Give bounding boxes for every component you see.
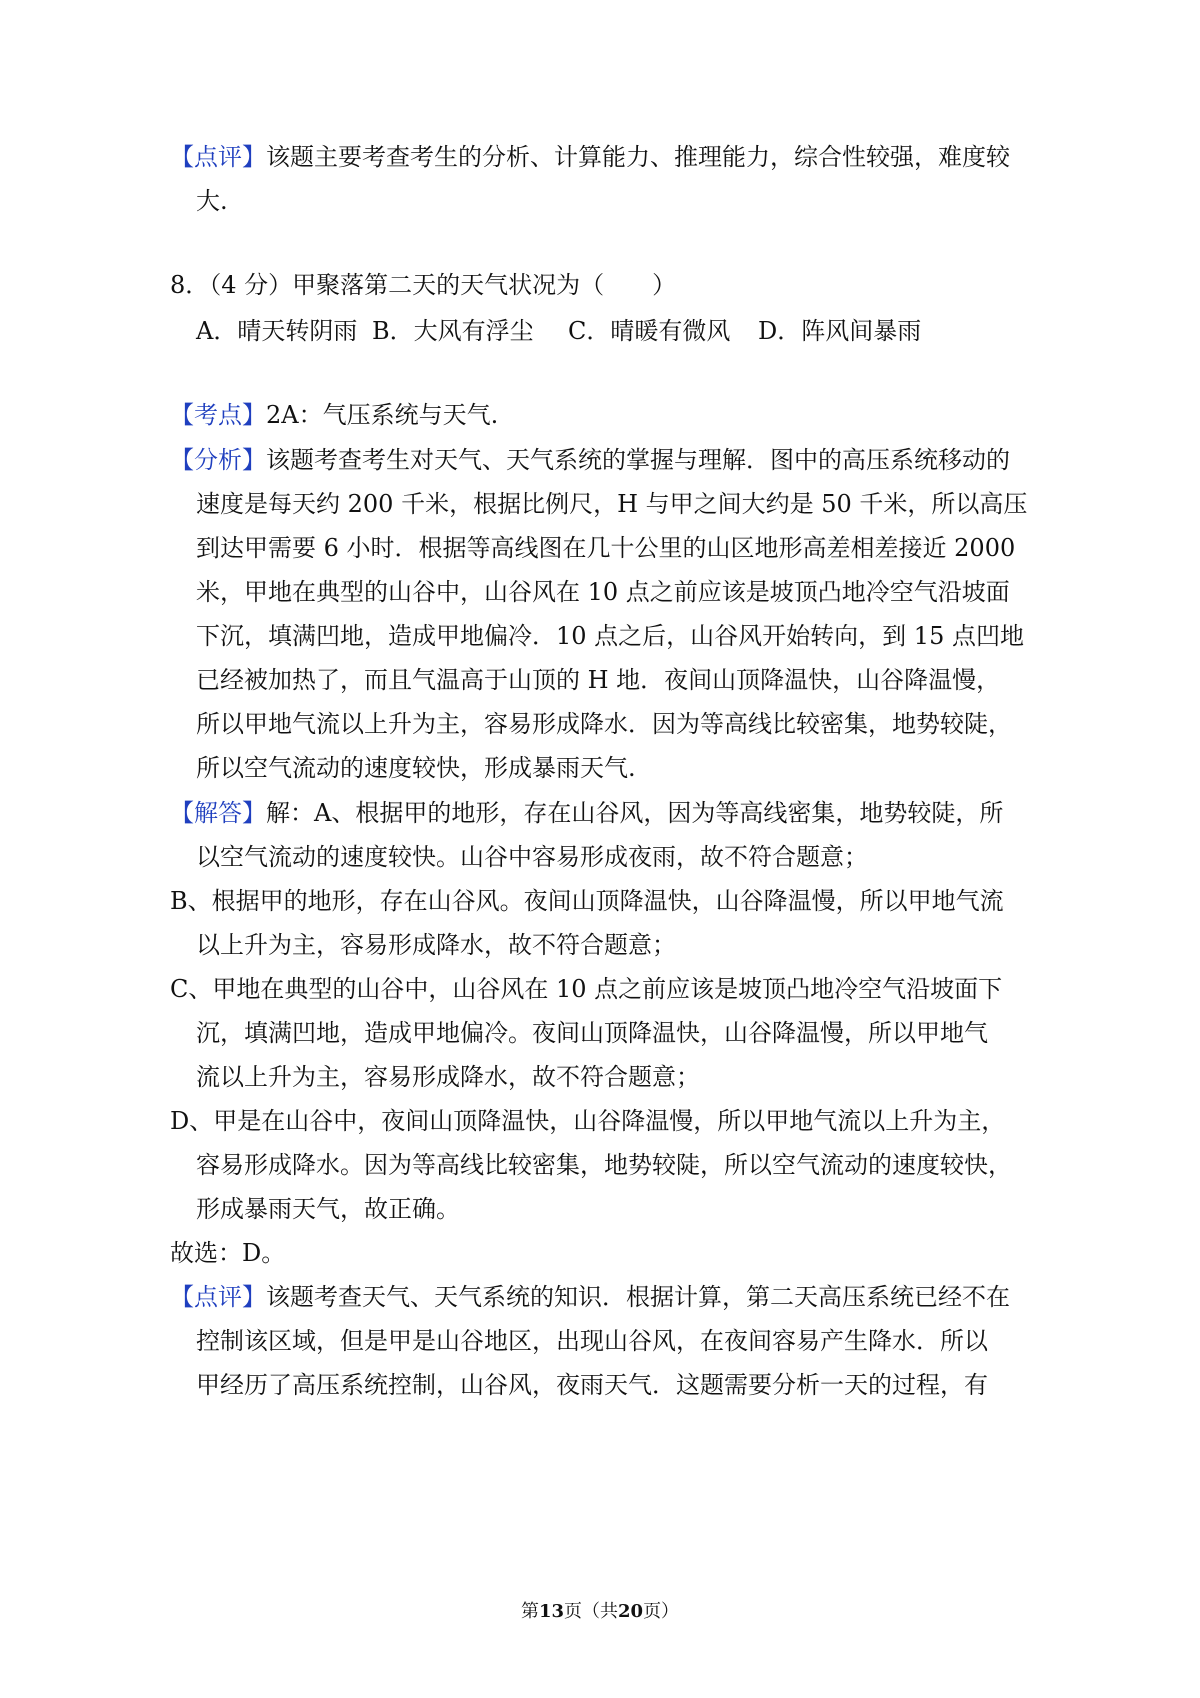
- jieda-line-2: 以空气流动的速度较快。山谷中容易形成夜雨，故不符合题意；: [196, 843, 868, 871]
- jieda-b-line-2: 以上升为主，容易形成降水，故不符合题意；: [196, 931, 676, 959]
- dianping2-line-3: 甲经历了高压系统控制，山谷风，夜雨天气．这题需要分析一天的过程，有: [196, 1371, 988, 1399]
- question-8-stem: 8．（4 分）甲聚落第二天的天气状况为（ ）: [170, 271, 677, 299]
- footer-middle: 页（共: [564, 1601, 618, 1622]
- jieda-d-line-1: D、甲是在山谷中，夜间山顶降温快，山谷降温慢，所以甲地气流以上升为主，: [170, 1107, 1006, 1135]
- dianping2-line-2: 控制该区域，但是甲是山谷地区，出现山谷风，在夜间容易产生降水．所以: [196, 1327, 988, 1355]
- fenxi-line-1: [170, 443, 1010, 477]
- dianping-tag: 【点评】: [170, 143, 266, 171]
- dianping2-text-1: 该题考查天气、天气系统的知识．根据计算，第二天高压系统已经不在: [266, 1283, 1010, 1311]
- fenxi-line-8: 所以空气流动的速度较快，形成暴雨天气.: [196, 754, 636, 782]
- option-a: A．晴天转阴雨: [196, 317, 358, 345]
- fenxi-line-6: 已经被加热了，而且气温高于山顶的 H 地．夜间山顶降温快，山谷降温慢，: [196, 666, 1001, 694]
- footer-suffix: 页）: [643, 1601, 680, 1622]
- fenxi-line-7: 所以甲地气流以上升为主，容易形成降水．因为等高线比较密集，地势较陡，: [196, 710, 1012, 738]
- dianping2-line-1: [170, 1280, 1010, 1314]
- footer-prefix: 第: [520, 1601, 539, 1622]
- jieda-c-line-3: 流以上升为主，容易形成降水，故不符合题意；: [196, 1063, 700, 1091]
- kaodian-tag: 【考点】: [170, 401, 266, 429]
- fenxi-line-4: 米，甲地在典型的山谷中，山谷风在 10 点之前应该是坡顶凸地冷空气沿坡面: [196, 578, 1010, 606]
- jieda-b-line-1: B、根据甲的地形，存在山谷风。夜间山顶降温快，山谷降温慢，所以甲地气流: [170, 887, 1004, 915]
- footer-page-number: 13: [538, 1601, 564, 1622]
- dianping2-tag: 【点评】: [170, 1283, 266, 1311]
- jieda-line-1: [170, 796, 1003, 830]
- fenxi-line-2: 速度是每天约 200 千米，根据比例尺，H 与甲之间大约是 50 千米，所以高压: [196, 490, 1028, 518]
- jieda-c-line-1: C、甲地在典型的山谷中，山谷风在 10 点之前应该是坡顶凸地冷空气沿坡面下: [170, 975, 1003, 1003]
- page-footer: [0, 1600, 1200, 1624]
- option-d: D．阵风间暴雨: [758, 317, 922, 345]
- jieda-text-1: 解：A、根据甲的地形，存在山谷风，因为等高线密集，地势较陡，所: [266, 799, 1004, 827]
- kaodian-line: [170, 398, 498, 432]
- jieda-d-line-3: 形成暴雨天气，故正确。: [196, 1195, 460, 1223]
- jieda-d-line-2: 容易形成降水。因为等高线比较密集，地势较陡，所以空气流动的速度较快，: [196, 1151, 1012, 1179]
- dianping-line-2: 大.: [196, 187, 228, 215]
- fenxi-text-1: 该题考查考生对天气、天气系统的掌握与理解．图中的高压系统移动的: [266, 446, 1010, 474]
- dianping-line-1: [170, 140, 1010, 174]
- jieda-tag: 【解答】: [170, 799, 266, 827]
- option-c: C．晴暖有微风: [568, 317, 731, 345]
- footer-total-pages: 20: [618, 1601, 644, 1622]
- jieda-c-line-2: 沉，填满凹地，造成甲地偏冷。夜间山顶降温快，山谷降温慢，所以甲地气: [196, 1019, 988, 1047]
- fenxi-line-5: 下沉，填满凹地，造成甲地偏冷．10 点之后，山谷风开始转向，到 15 点凹地: [196, 622, 1024, 650]
- question-8-options: [196, 314, 921, 348]
- kaodian-text: 2A：气压系统与天气.: [266, 401, 499, 429]
- dianping-text: 该题主要考查考生的分析、计算能力、推理能力，综合性较强，难度较: [266, 143, 1010, 171]
- fenxi-tag: 【分析】: [170, 446, 266, 474]
- fenxi-line-3: 到达甲需要 6 小时．根据等高线图在几十公里的山区地形高差相差接近 2000: [196, 534, 1016, 562]
- option-b: B．大风有浮尘: [372, 317, 534, 345]
- answer-line: 故选：D。: [170, 1239, 286, 1267]
